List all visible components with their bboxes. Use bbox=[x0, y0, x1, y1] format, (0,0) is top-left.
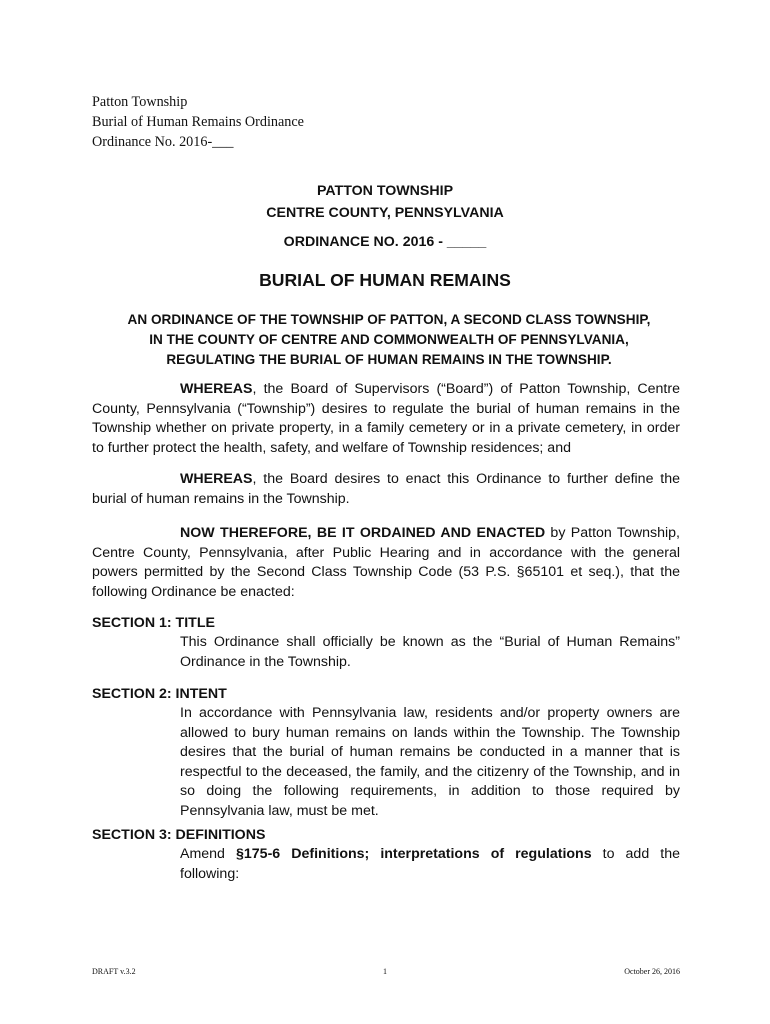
preamble bbox=[92, 310, 686, 370]
enactment-paragraph bbox=[92, 524, 680, 602]
section-2-heading: SECTION 2: INTENT bbox=[92, 686, 227, 702]
enactment-text: by Patton Township, Centre County, Pennsylvania, after Public Hearing and in accordance with the general powers permitted by the Second Class Township Code (53 P.S. §65101 et seq.), that the following Ordinance be enacted: bbox=[92, 525, 680, 600]
ordinance-number: ORDINANCE NO. 2016 - _____ bbox=[283, 234, 487, 250]
whereas-keyword: WHEREAS bbox=[180, 381, 253, 397]
footer-date: October 26, 2016 bbox=[624, 967, 680, 976]
enactment-keyword: NOW THEREFORE, BE IT ORDAINED AND ENACTED bbox=[180, 525, 546, 541]
header-township: Patton Township bbox=[92, 94, 188, 110]
preamble-line: IN THE COUNTY OF CENTRE AND COMMONWEALTH OF PENNSYLVANIA, bbox=[149, 332, 629, 347]
section-3-heading: SECTION 3: DEFINITIONS bbox=[92, 827, 266, 843]
whereas-paragraph-2 bbox=[92, 470, 680, 509]
title-block bbox=[0, 180, 770, 224]
section-3-body-suffix: to add the following: bbox=[180, 846, 680, 882]
section-1-body: This Ordinance shall officially be known as the “Burial of Human Remains” Ordinance in the Township. bbox=[180, 634, 680, 670]
section-3-body bbox=[180, 845, 680, 884]
whereas-keyword: WHEREAS bbox=[180, 471, 253, 487]
township-name: PATTON TOWNSHIP bbox=[316, 183, 454, 199]
county-name: CENTRE COUNTY, PENNSYLVANIA bbox=[266, 205, 504, 221]
section-3-body-prefix: Amend bbox=[180, 846, 237, 862]
section-1-heading: SECTION 1: TITLE bbox=[92, 615, 215, 631]
whereas-text: , the Board desires to enact this Ordinance to further define the burial of human remains in the Township. bbox=[92, 471, 680, 507]
whereas-paragraph-1 bbox=[92, 380, 680, 458]
footer-page-number: 1 bbox=[383, 967, 387, 976]
page-title: BURIAL OF HUMAN REMAINS bbox=[259, 270, 511, 290]
whereas-text: , the Board of Supervisors (“Board”) of Patton Township, Centre County, Pennsylvania (“Township”) desires to regulate the burial of human remains in the Township whether on private property, in a family cemetery or in a private cemetery, in order to further protect the health, safety, and welfare of Township residences; and bbox=[92, 381, 680, 456]
header-ordinance-number: Ordinance No. 2016-___ bbox=[92, 134, 234, 150]
preamble-line: AN ORDINANCE OF THE TOWNSHIP OF PATTON, A SECOND CLASS TOWNSHIP, bbox=[127, 312, 651, 327]
section-3-code-reference: §175-6 Definitions; interpretations of regulations bbox=[236, 846, 592, 862]
running-header bbox=[92, 92, 304, 152]
section-2-body: In accordance with Pennsylvania law, residents and/or property owners are allowed to bury human remains on lands within the Township. The Township desires that the burial of human remains be conducted in a manner that is respectful to the deceased, the family, and the citizenry of the Township, and in so doing the following requirements, in addition to those required by Pennsylvania law, must be met. bbox=[180, 705, 680, 819]
preamble-line: REGULATING THE BURIAL OF HUMAN REMAINS IN THE TOWNSHIP. bbox=[166, 352, 612, 367]
footer-draft-version: DRAFT v.3.2 bbox=[92, 967, 136, 976]
header-ordinance-title: Burial of Human Remains Ordinance bbox=[92, 114, 304, 130]
